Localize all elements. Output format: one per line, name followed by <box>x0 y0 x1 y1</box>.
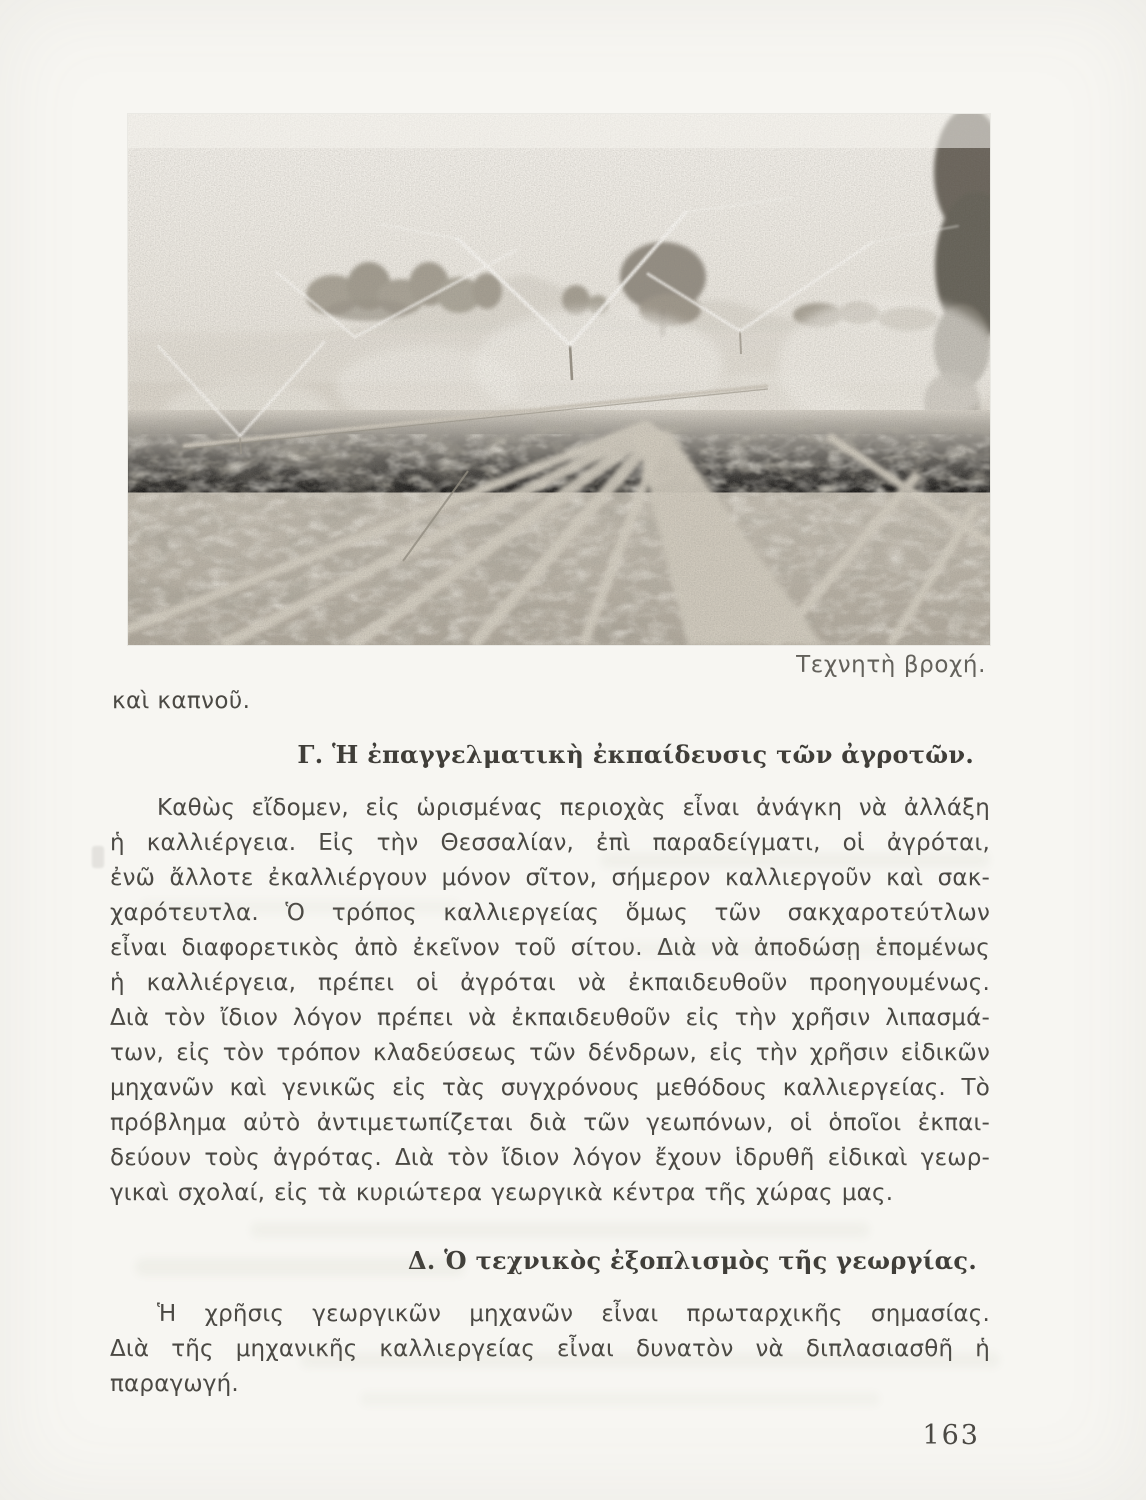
text-line: πρόβλημα αὐτὸ ἀντιμετωπίζεται διὰ τῶν γεωπόνων, οἱ ὁποῖοι ἐκπαι- <box>110 1110 990 1136</box>
text-line: χαρότευτλα. Ὁ τρόπος καλλιεργείας ὅμως τῶν σακχαροτεύτλων <box>110 900 990 926</box>
bleedthrough-smudge <box>360 1392 880 1406</box>
irrigation-photo-art <box>128 114 990 645</box>
bleedthrough-smudge <box>250 1222 870 1238</box>
section-d-heading: Δ. Ὁ τεχνικὸς ἐξοπλισμὸς τῆς γεωργίας. <box>407 1246 977 1275</box>
text-line: ἡ καλλιέργεια, πρέπει οἱ ἀγρόται νὰ ἐκπαιδευθοῦν προηγουμένως. <box>110 970 990 996</box>
bleedthrough-smudge <box>140 900 460 914</box>
text-line: Ἡ χρῆσις γεωργικῶν μηχανῶν εἶναι πρωταρχικῆς σημασίας. <box>157 1301 990 1327</box>
text-line: Διὰ τὸν ἴδιον λόγον πρέπει νὰ ἐκπαιδευθοῦν εἰς τὴν χρῆσιν λιπασμά- <box>110 1005 990 1031</box>
text-line: παραγωγή. <box>110 1371 239 1397</box>
bleedthrough-smudge <box>620 942 980 956</box>
text-line: ἐνῶ ἄλλοτε ἐκαλλιέργουν μόνον σῖτον, σήμερον καλλιεργοῦν καὶ σακ- <box>110 865 990 891</box>
text-line: γικαὶ σχολαί, εἰς τὰ κυριώτερα γεωργικὰ κέντρα τῆς χώρας μας. <box>110 1180 894 1206</box>
text-line: μηχανῶν καὶ γενικῶς εἰς τὰς συγχρόνους μεθόδους καλλιεργείας. Τὸ <box>110 1075 990 1101</box>
text-line: εἶναι διαφορετικὸς ἀπὸ ἐκεῖνον τοῦ σίτου. Διὰ νὰ ἀποδώσῃ ἑπομένως <box>110 935 990 961</box>
section-d-paragraph <box>110 1297 990 1402</box>
bleedthrough-smudge <box>300 1352 1000 1368</box>
photo-top-fade <box>128 114 990 148</box>
text-line: Διὰ τῆς μηχανικῆς καλλιεργείας εἶναι δυνατὸν νὰ διπλασιασθῆ ἡ <box>110 1336 990 1362</box>
irrigation-photo <box>128 114 990 645</box>
text-line: των, εἰς τὸν τρόπον κλαδεύσεως τῶν δένδρων, εἰς τὴν χρῆσιν εἰδικῶν <box>110 1040 990 1066</box>
text-line: ἡ καλλιέργεια. Εἰς τὴν Θεσσαλίαν, ἐπὶ παραδείγματι, οἱ ἀγρόται, <box>110 830 990 856</box>
bleedthrough-smudge <box>600 852 990 868</box>
text-line: δεύουν τοὺς ἀγρότας. Διὰ τὸν ἴδιον λόγον ἔχουν ἱδρυθῆ εἰδικαὶ γεωρ- <box>110 1145 990 1171</box>
photo-grain <box>128 114 990 645</box>
bleedthrough-smudge <box>135 1258 465 1276</box>
text-line: Καθὼς εἴδομεν, εἰς ὡρισμένας περιοχὰς εἶναι ἀνάγκη νὰ ἀλλάξη <box>157 795 990 821</box>
photo-caption: Τεχνητὴ βροχή. <box>796 652 986 678</box>
margin-speck <box>92 846 104 868</box>
carried-over-text: καὶ καπνοῦ. <box>112 688 251 714</box>
page-number: 163 <box>922 1420 980 1451</box>
section-c-heading: Γ. Ἡ ἐπαγγελματικὴ ἐκπαίδευσις τῶν ἀγροτῶν. <box>297 740 974 769</box>
